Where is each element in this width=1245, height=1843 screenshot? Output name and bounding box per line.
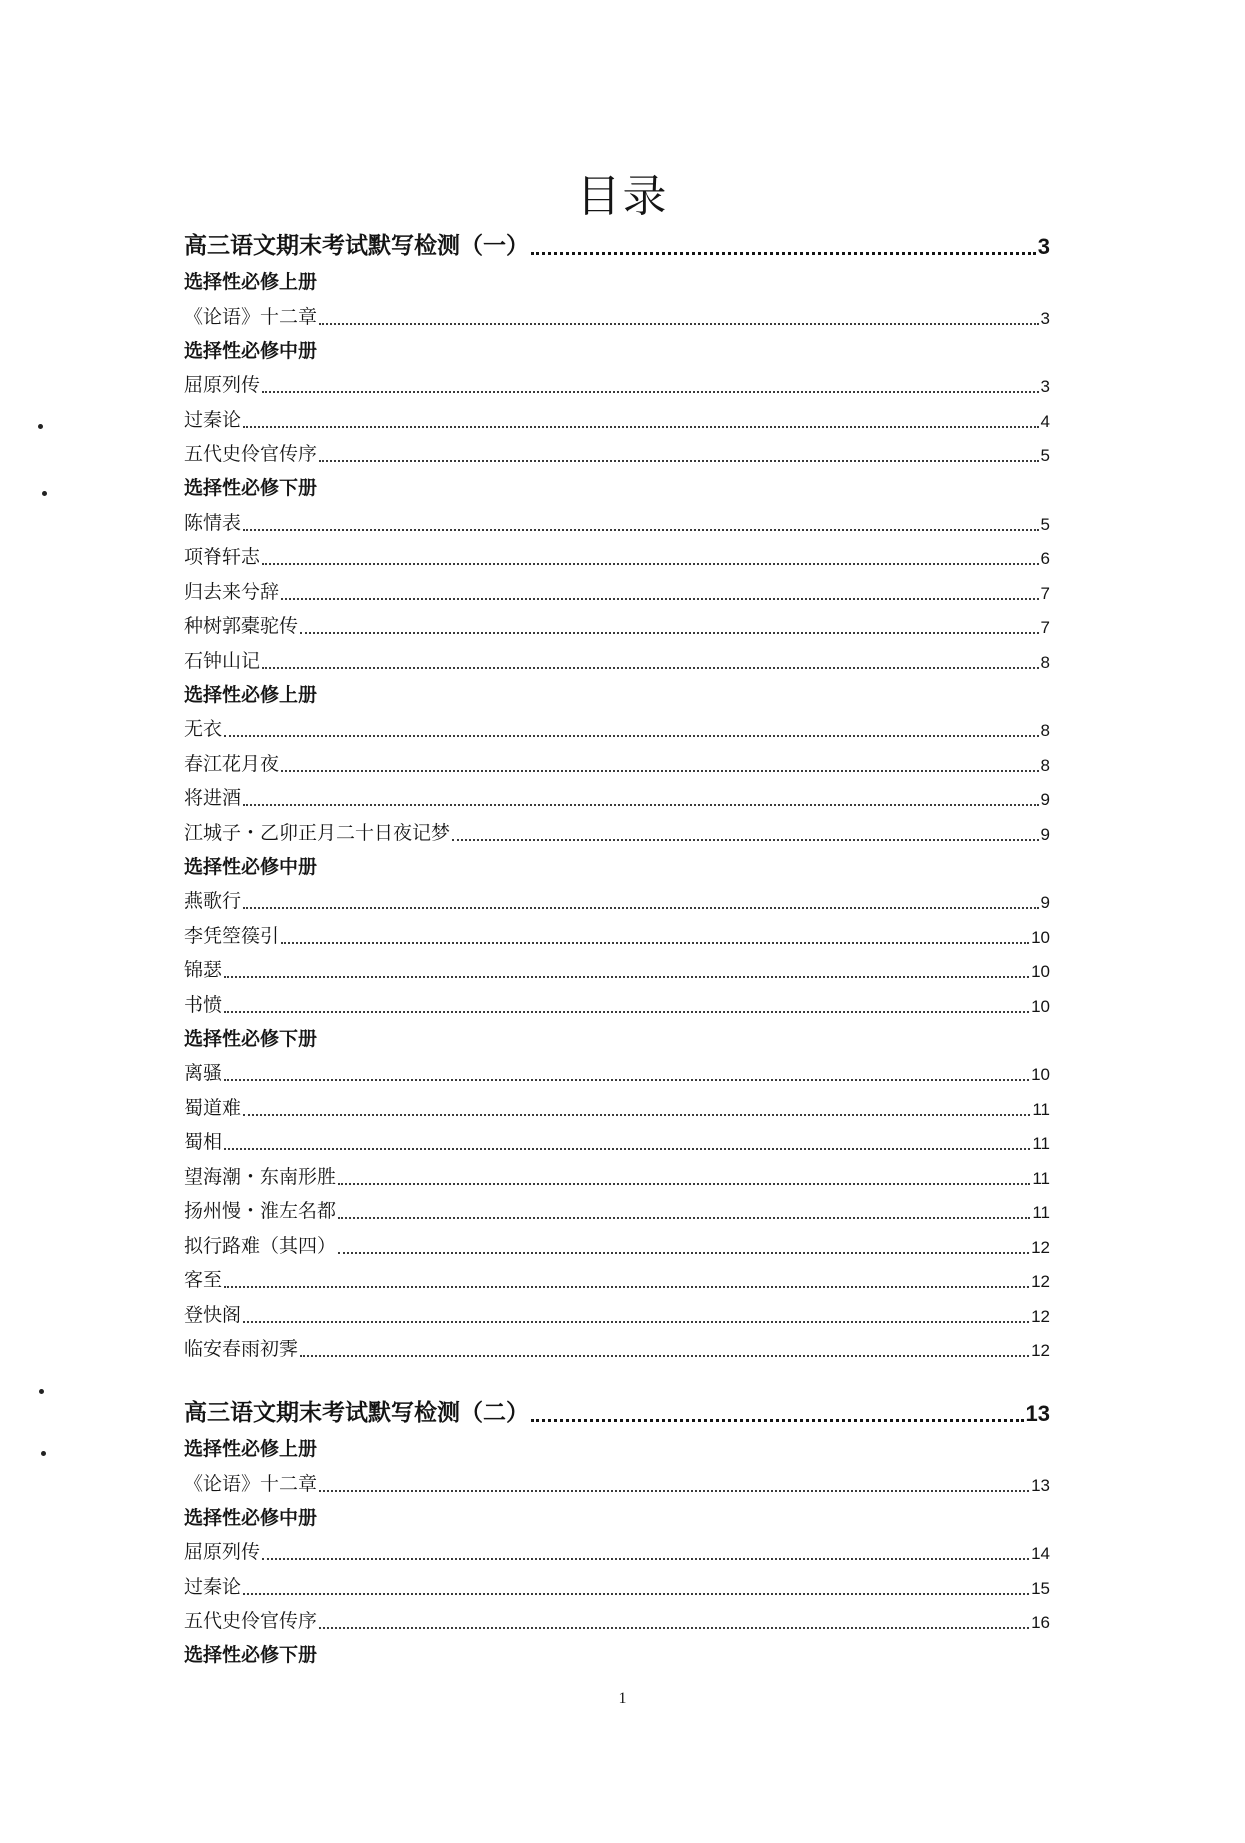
toc-entry-page-number: 10 — [1031, 927, 1050, 947]
toc-entry[interactable] — [184, 502, 1050, 537]
toc-entry-label: 江城子・乙卯正月二十日夜记梦 — [184, 821, 451, 844]
toc-entry-page-number: 16 — [1031, 1613, 1050, 1632]
toc-entry[interactable] — [184, 1463, 1050, 1498]
dot-leader — [262, 391, 1039, 393]
toc-entry-label: 五代史伶官传序 — [184, 443, 318, 465]
toc-heading[interactable] — [184, 226, 1050, 262]
toc-entry-page-number: 6 — [1040, 549, 1050, 568]
toc-group-heading-label: 选择性必修上册 — [184, 271, 318, 293]
toc-entry-label: 过秦论 — [184, 1575, 242, 1598]
toc-entry-label: 锦瑟 — [184, 959, 223, 981]
toc-entry[interactable] — [184, 537, 1050, 572]
dot-leader — [262, 667, 1039, 669]
toc-entry-label: 春江花月夜 — [184, 752, 280, 775]
dot-leader — [224, 1286, 1029, 1288]
toc-entry-page-number: 12 — [1031, 1306, 1050, 1326]
toc-entry-page-number: 7 — [1040, 583, 1050, 603]
dot-leader — [300, 1355, 1029, 1357]
toc-entry-label: 蜀道难 — [184, 1096, 242, 1119]
dot-leader — [452, 839, 1039, 841]
dot-leader — [262, 563, 1039, 565]
toc-entry-label: 离骚 — [184, 1062, 223, 1084]
toc-entry[interactable] — [184, 709, 1050, 744]
toc-entry-label: 燕歌行 — [184, 890, 242, 912]
toc-entry-page-number: 11 — [1032, 1134, 1050, 1153]
toc-heading[interactable] — [184, 1393, 1050, 1429]
toc-entry-label: 过秦论 — [184, 408, 242, 431]
toc-group-heading-label: 选择性必修下册 — [184, 1027, 318, 1050]
toc-entry-page-number: 5 — [1040, 514, 1050, 534]
dot-leader — [319, 1627, 1029, 1629]
toc-entry[interactable] — [184, 1053, 1050, 1088]
toc-entry-label: 《论语》十二章 — [184, 1472, 318, 1495]
toc-entry-page-number: 10 — [1031, 1065, 1050, 1084]
scan-speck — [41, 1451, 46, 1456]
toc-entry-page-number: 11 — [1032, 1203, 1050, 1222]
toc-entry-label: 扬州慢・淮左名都 — [184, 1200, 337, 1222]
toc-section-1 — [184, 226, 1050, 1363]
toc-group-heading — [184, 1019, 1050, 1053]
toc-entry[interactable] — [184, 915, 1050, 950]
toc-entry-label: 临安春雨初霁 — [184, 1338, 299, 1360]
toc-entry[interactable] — [184, 606, 1050, 641]
dot-leader — [531, 252, 1036, 255]
toc-entry[interactable] — [184, 1191, 1050, 1226]
toc-group-heading — [184, 468, 1050, 502]
toc-entry-label: 李凭箜篌引 — [184, 924, 280, 947]
toc-entry[interactable] — [184, 984, 1050, 1019]
toc-entry-label: 种树郭橐驼传 — [184, 615, 299, 637]
toc-entry-label: 书愤 — [184, 993, 223, 1016]
toc-entry-label: 拟行路难（其四） — [184, 1234, 337, 1257]
dot-leader — [281, 770, 1039, 772]
toc-entry-page-number: 8 — [1040, 721, 1050, 740]
toc-entry[interactable] — [184, 434, 1050, 469]
toc-group-heading — [184, 331, 1050, 365]
toc-group-heading — [184, 1635, 1050, 1669]
dot-leader — [224, 735, 1039, 737]
toc-entry-label: 登快阁 — [184, 1303, 242, 1326]
toc-entry-label: 将进酒 — [184, 787, 242, 809]
toc-group-heading-label: 选择性必修中册 — [184, 855, 318, 878]
toc-entry-page-number: 9 — [1040, 790, 1050, 809]
dot-leader — [243, 426, 1039, 428]
toc-entry[interactable] — [184, 1087, 1050, 1122]
toc-entry[interactable] — [184, 640, 1050, 675]
dot-leader — [243, 1593, 1029, 1595]
toc-entry-page-number: 12 — [1031, 1237, 1050, 1257]
toc-entry[interactable] — [184, 1601, 1050, 1636]
dot-leader — [243, 907, 1039, 909]
toc-group-heading — [184, 1498, 1050, 1532]
dot-leader — [281, 942, 1029, 944]
toc-entry-page-number: 11 — [1032, 1099, 1050, 1119]
dot-leader — [338, 1252, 1029, 1254]
toc-entry-page-number: 11 — [1032, 1168, 1050, 1188]
toc-entry[interactable] — [184, 296, 1050, 331]
dot-leader — [300, 632, 1039, 634]
toc-entry-label: 无衣 — [184, 718, 223, 740]
toc-entry-page-number: 9 — [1040, 824, 1050, 844]
toc-entry[interactable] — [184, 1156, 1050, 1191]
dot-leader — [319, 460, 1039, 462]
toc-entry[interactable] — [184, 1225, 1050, 1260]
toc-entry-page-number: 3 — [1040, 308, 1050, 328]
dot-leader — [224, 976, 1029, 978]
toc-group-heading — [184, 262, 1050, 296]
toc-entry-label: 望海潮・东南形胜 — [184, 1165, 337, 1188]
toc-heading-page-number: 3 — [1037, 234, 1050, 259]
toc-entry[interactable] — [184, 1532, 1050, 1567]
toc-entry[interactable] — [184, 812, 1050, 847]
toc-entry-label: 五代史伶官传序 — [184, 1610, 318, 1632]
toc-entry-page-number: 8 — [1040, 755, 1050, 775]
toc-entry[interactable] — [184, 1260, 1050, 1295]
toc-group-heading — [184, 847, 1050, 881]
toc-entry-page-number: 12 — [1031, 1272, 1050, 1291]
toc-group-heading — [184, 1429, 1050, 1463]
toc-entry-label: 蜀相 — [184, 1131, 223, 1153]
toc-entry-label: 归去来兮辞 — [184, 580, 280, 603]
dot-leader — [319, 323, 1039, 325]
scan-speck — [38, 424, 43, 429]
dot-leader — [243, 804, 1039, 806]
toc-heading-label: 高三语文期末考试默写检测（二） — [184, 1400, 529, 1426]
toc-entry-page-number: 5 — [1040, 446, 1050, 465]
toc-entry[interactable] — [184, 950, 1050, 985]
toc-entry-page-number: 14 — [1031, 1544, 1050, 1563]
page-number: 1 — [618, 1690, 627, 1707]
toc-entry[interactable] — [184, 778, 1050, 813]
toc-entry-page-number: 15 — [1031, 1578, 1050, 1598]
dot-leader — [338, 1217, 1030, 1219]
dot-leader — [224, 1148, 1030, 1150]
toc-group-heading-label: 选择性必修中册 — [184, 1506, 318, 1529]
toc-entry[interactable] — [184, 365, 1050, 400]
toc-entry[interactable] — [184, 881, 1050, 916]
toc-entry[interactable] — [184, 1294, 1050, 1329]
toc-heading-page-number: 13 — [1025, 1401, 1050, 1426]
toc-entry-page-number: 7 — [1040, 618, 1050, 637]
dot-leader — [281, 598, 1039, 600]
toc-group-heading — [184, 675, 1050, 709]
toc-entry-label: 屈原列传 — [184, 374, 261, 396]
toc-entry[interactable] — [184, 1566, 1050, 1601]
toc-heading-label: 高三语文期末考试默写检测（一） — [184, 233, 529, 259]
toc-group-heading-label: 选择性必修上册 — [184, 1438, 318, 1460]
dot-leader — [338, 1183, 1030, 1185]
dot-leader — [224, 1011, 1029, 1013]
toc-group-heading-label: 选择性必修下册 — [184, 1644, 318, 1666]
toc-entry-label: 项脊轩志 — [184, 546, 261, 568]
toc-entry[interactable] — [184, 571, 1050, 606]
dot-leader — [243, 529, 1039, 531]
toc-entry-label: 石钟山记 — [184, 649, 261, 672]
dot-leader — [262, 1558, 1029, 1560]
dot-leader — [319, 1490, 1029, 1492]
dot-leader — [224, 1079, 1029, 1081]
toc-entry[interactable] — [184, 399, 1050, 434]
toc-entry[interactable] — [184, 743, 1050, 778]
toc-entry-label: 客至 — [184, 1269, 223, 1291]
toc-group-heading-label: 选择性必修下册 — [184, 477, 318, 499]
toc-entry-page-number: 12 — [1031, 1341, 1050, 1360]
dot-leader — [531, 1419, 1024, 1422]
toc-entry-page-number: 4 — [1040, 411, 1050, 431]
toc-entry-page-number: 9 — [1040, 893, 1050, 912]
page-title: 目录 — [576, 171, 669, 222]
toc-entry[interactable] — [184, 1122, 1050, 1157]
scan-speck — [39, 1389, 44, 1394]
dot-leader — [243, 1321, 1029, 1323]
toc-entry-page-number: 3 — [1040, 377, 1050, 396]
toc-group-heading-label: 选择性必修中册 — [184, 339, 318, 362]
toc-entry-page-number: 13 — [1031, 1475, 1050, 1495]
toc-entry-label: 陈情表 — [184, 511, 242, 534]
toc-section-2 — [184, 1393, 1050, 1669]
toc-group-heading-label: 选择性必修上册 — [184, 683, 318, 706]
toc-entry-page-number: 10 — [1031, 962, 1050, 981]
scan-speck — [42, 491, 47, 496]
toc-entry-page-number: 10 — [1031, 996, 1050, 1016]
dot-leader — [243, 1114, 1030, 1116]
toc-entry-label: 《论语》十二章 — [184, 305, 318, 328]
toc-entry-label: 屈原列传 — [184, 1541, 261, 1563]
toc-entry-page-number: 8 — [1040, 652, 1050, 672]
toc-entry[interactable] — [184, 1329, 1050, 1364]
